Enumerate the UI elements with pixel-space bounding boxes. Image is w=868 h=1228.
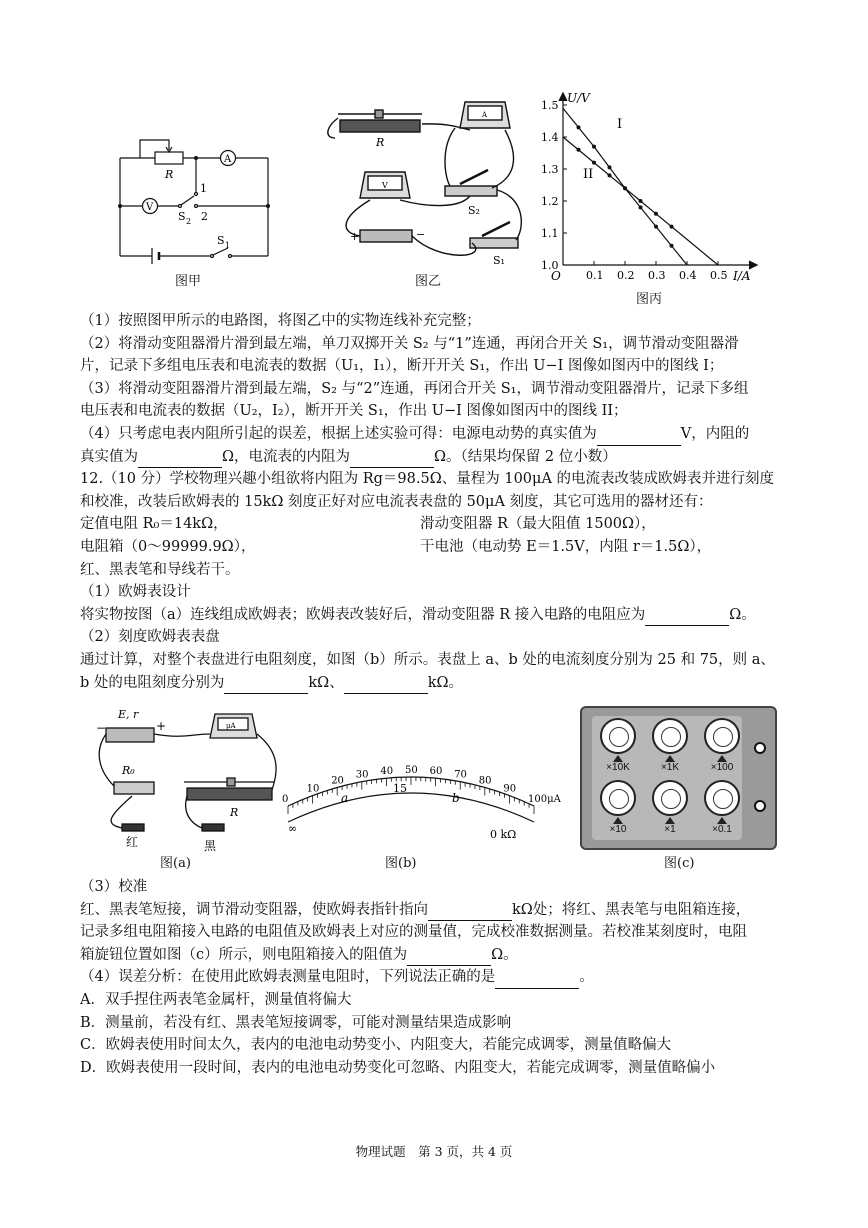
yi-label-S2: S₂ (468, 204, 480, 217)
q12-intro-a: 12.（10 分）学校物理兴趣小组欲将内阻为 Rg＝98.5Ω、量程为 100μA 的电流表改装成欧姆表并进行刻度 (80, 471, 775, 488)
dial-knob (600, 718, 636, 754)
q12-s3-b: 记录多组电阻箱接入电路的电阻值及欧姆表上对应的测量值，完成校准数据测量。若校准某刻度时，电阻 (80, 924, 747, 941)
q12-s2-a: 通过计算，对整个表盘进行电阻刻度，如图（b）所示。表盘上 a、b 处的电流刻度分别为 25 和 75，则 a、 (80, 651, 775, 668)
label-V: V (146, 202, 154, 213)
dial-pointer-icon (613, 755, 623, 762)
dial-pointer-icon (717, 817, 727, 824)
a-label-minus: − (96, 721, 107, 735)
answer-blank-emf[interactable] (597, 429, 681, 446)
data-point (639, 199, 643, 203)
yi-label-minus: − (416, 228, 426, 241)
scale-label-15: 15 (393, 782, 407, 795)
dial-multiplier-label: ×1K (660, 762, 680, 773)
middle-figures (0, 700, 868, 875)
question-12-parts (80, 876, 800, 1079)
answer-blank-box-value[interactable] (407, 949, 491, 966)
x-tick-label: 0.5 (710, 269, 728, 282)
scale-tick-label: 80 (478, 775, 492, 787)
data-point (670, 225, 674, 229)
answer-blank-b-scale[interactable] (344, 677, 428, 694)
q12-s4-a1: （4）误差分析：在使用此欧姆表测量电阻时，下列说法正确的是 (80, 969, 496, 986)
y-tick-label: 1.0 (541, 259, 559, 272)
a-label-er: E, r (118, 708, 139, 721)
option-c: C．欧姆表使用时间太久，表内的电池电动势变小、内阻变大，若能完成调零，测量值略偏大 (80, 1037, 672, 1054)
dial-knob (652, 780, 688, 816)
caption-yi: 图乙 (415, 274, 442, 289)
data-point (670, 244, 674, 248)
data-point (577, 125, 581, 129)
dial-knob (704, 780, 740, 816)
dial-pointer-icon (665, 755, 675, 762)
dial-knob (704, 718, 740, 754)
q12-pens: 红、黑表笔和导线若干。 (80, 561, 240, 578)
ohmmeter-assembly-a (92, 704, 287, 854)
resistance-dial (700, 780, 744, 840)
dial-pointer-icon (665, 817, 675, 824)
x-tick-label: 0.3 (648, 269, 666, 282)
answer-blank-choice[interactable] (495, 972, 579, 989)
top-figures (0, 90, 868, 310)
data-point (577, 148, 581, 152)
q12-s2-b2: kΩ、 (308, 674, 344, 691)
ohmmeter-dial-b (276, 748, 561, 848)
q12-s3-a1: 红、黑表笔短接，调节滑动变阻器，使欧姆表指针指向 (80, 901, 428, 918)
resistance-dial (596, 780, 640, 840)
q12-s1-a: 将实物按图（a）连线组成欧姆表；欧姆表改装好后，滑动变阻器 R 接入电路的电阻应为 (80, 606, 646, 623)
q12-dry-cell: 干电池（电动势 E＝1.5V，内阻 r＝1.5Ω）， (420, 538, 712, 555)
dial-multiplier-label: ×10 (609, 824, 627, 835)
q3-text-b: 电压表和电流表的数据（U₂，I₂），断开开关 S₁，作出 U−I 图像如图丙中的图线 II； (80, 403, 628, 420)
q12-s1-title: （1）欧姆表设计 (80, 584, 191, 601)
q12-s2-b3: kΩ。 (427, 674, 464, 691)
circuit-diagram-jia (110, 120, 280, 265)
x-tick-label: 0.1 (586, 269, 604, 282)
q4-text-a1: （4）只考虑电表内阻所引起的误差，根据上述实验可得：电源电动势的真实值为 (80, 425, 597, 442)
data-point (592, 161, 596, 165)
scale-tick-label: 90 (503, 783, 517, 795)
page-footer: 物理试题 第 3 页，共 4 页 (355, 1144, 513, 1159)
scale-label-a: a (341, 791, 349, 805)
q4-text-a2: V，内阻的 (680, 425, 750, 442)
x-tick-label: 0.4 (679, 269, 697, 282)
q12-s4-a2: 。 (579, 969, 594, 986)
q12-s3-a2: kΩ处；将红、黑表笔与电阻箱连接， (512, 901, 751, 918)
yi-label-A: A (482, 111, 488, 119)
q4-text-b1: 真实值为 (80, 448, 138, 465)
question-11-parts (80, 310, 800, 694)
apparatus-yi (320, 98, 535, 273)
yi-label-S1: S₁ (493, 254, 505, 267)
ui-graph-bing (535, 90, 765, 290)
dial-multiplier-label: ×0.1 (712, 824, 732, 835)
resistance-dial (700, 718, 744, 778)
scale-tick-label: 70 (454, 769, 467, 781)
scale-tick-label: 10 (306, 783, 320, 795)
data-point (654, 212, 658, 216)
y-tick-label: 1.2 (541, 195, 559, 208)
resistance-dial (648, 780, 692, 840)
terminal-bottom (754, 800, 766, 812)
q12-s1-b: Ω。 (729, 606, 756, 623)
dial-pointer-icon (613, 817, 623, 824)
q2-text-a: （2）将滑动变阻器滑片滑到最左端，单刀双掷开关 S₂ 与“1”连通，再闭合开关 S₁，调节滑动变阻器滑 (80, 335, 739, 352)
label-1: 1 (200, 182, 207, 195)
dial-multiplier-label: ×1 (664, 824, 676, 835)
label-R: R (165, 168, 174, 181)
data-point (592, 145, 596, 149)
a-label-red: 红 (126, 835, 139, 849)
answer-blank-pointer[interactable] (428, 904, 512, 921)
label-2: 2 (201, 210, 208, 223)
q12-s3-c2: Ω。 (491, 946, 518, 963)
a-label-plus: + (156, 719, 167, 733)
y-tick-label: 1.5 (541, 99, 559, 112)
label-S1-sub: 1 (225, 241, 231, 250)
scale-tick-label: 60 (429, 766, 443, 778)
scale-tick-label: 100μA (528, 794, 561, 805)
graph-origin: O (551, 269, 561, 283)
graph-ylabel: U/V (567, 91, 590, 105)
a-label-black: 黑 (204, 839, 217, 853)
caption-a: 图(a) (160, 856, 191, 871)
answer-blank-ammeter-resistance[interactable] (350, 451, 434, 468)
x-tick-label: 0.2 (617, 269, 635, 282)
answer-blank-rheostat[interactable] (645, 609, 729, 626)
dial-knob (652, 718, 688, 754)
y-tick-label: 1.1 (541, 227, 559, 240)
q12-r0: 定值电阻 R₀＝14kΩ， (80, 516, 228, 533)
q2-text-b: 片，记录下多组电压表和电流表的数据（U₁，I₁），断开开关 S₁，作出 U−I 图像如图丙中的图线 I； (80, 358, 724, 375)
answer-blank-resistance[interactable] (138, 451, 222, 468)
data-point (654, 225, 658, 229)
scale-tick-label: 40 (380, 766, 394, 778)
label-S1: S (217, 234, 225, 247)
q12-intro-b: 和校准，改装后欧姆表的 15kΩ 刻度正好对应电流表表盘的 50μA 刻度，其它可选用的器材还有： (80, 493, 713, 510)
scale-tick-label: 50 (405, 765, 418, 776)
dial-pointer-icon (717, 755, 727, 762)
caption-jia: 图甲 (175, 274, 202, 289)
graph-xlabel: I/A (733, 269, 751, 283)
y-tick-label: 1.4 (541, 131, 559, 144)
yi-label-plus: + (350, 230, 360, 243)
resistance-dial (596, 718, 640, 778)
data-point (639, 205, 643, 209)
scale-tick-label: 30 (355, 769, 369, 781)
q1-text: （1）按照图甲所示的电路图，将图乙中的实物连线补充完整； (80, 313, 481, 329)
dial-grid (596, 718, 746, 842)
yi-label-R: R (376, 136, 385, 149)
scale-tick-label: 0 (282, 794, 289, 805)
data-point (608, 165, 612, 169)
q12-s3-title: （3）校准 (80, 879, 148, 895)
resistance-dial (648, 718, 692, 778)
dial-multiplier-label: ×10K (606, 762, 630, 773)
dial-knob (600, 780, 636, 816)
resistance-box-c (580, 706, 777, 850)
option-d: D．欧姆表使用一段时间，表内的电池电动势变化可忽略、内阻变大，若能完成调零，测量值略偏小 (80, 1059, 716, 1076)
scale-label-b: b (452, 791, 460, 805)
caption-b: 图(b) (385, 856, 417, 871)
terminal-top (754, 742, 766, 754)
scale-label-0k: 0 kΩ (490, 828, 517, 841)
q12-s3-c1: 箱旋钮位置如图（c）所示，则电阻箱接入的阻值为 (80, 946, 408, 963)
answer-blank-a-scale[interactable] (224, 677, 308, 694)
q4-text-b3: Ω。（结果均保留 2 位小数） (434, 448, 617, 465)
caption-bing: 图丙 (636, 292, 663, 307)
yi-label-V: V (382, 181, 388, 190)
label-S2-sub: 2 (186, 217, 192, 226)
q12-resistance-box: 电阻箱（0～99999.9Ω）， (80, 538, 256, 555)
scale-tick-label: 20 (331, 775, 344, 787)
data-point (623, 186, 627, 190)
caption-c: 图(c) (664, 856, 695, 871)
a-label-R: R (230, 806, 239, 819)
data-point (608, 173, 612, 177)
scale-label-infinity: ∞ (288, 822, 298, 835)
dial-multiplier-label: ×100 (710, 762, 734, 773)
a-label-uA: μA (226, 722, 236, 730)
option-a: A．双手捏住两表笔金属杆，测量值将偏大 (80, 991, 352, 1008)
graph-line-II-label: II (583, 167, 594, 182)
q4-text-b2: Ω，电流表的内阻为 (222, 448, 351, 465)
a-label-R0: R₀ (122, 764, 135, 777)
option-b: B．测量前，若没有红、黑表笔短接调零，可能对测量结果造成影响 (80, 1014, 512, 1031)
label-A: A (224, 154, 232, 165)
q12-s2-title: （2）刻度欧姆表表盘 (80, 629, 220, 646)
y-tick-label: 1.3 (541, 163, 559, 176)
label-S2: S (178, 210, 186, 223)
q12-s2-b1: b 处的电阻刻度分别为 (80, 674, 225, 691)
graph-line-I-label: I (617, 117, 623, 132)
q3-text-a: （3）将滑动变阻器滑片滑到最左端，S₂ 与“2”连通，再闭合开关 S₁，调节滑动变阻器滑片，记录下多组 (80, 380, 749, 397)
q12-rheostat: 滑动变阻器 R（最大阻值 1500Ω）， (420, 516, 656, 533)
